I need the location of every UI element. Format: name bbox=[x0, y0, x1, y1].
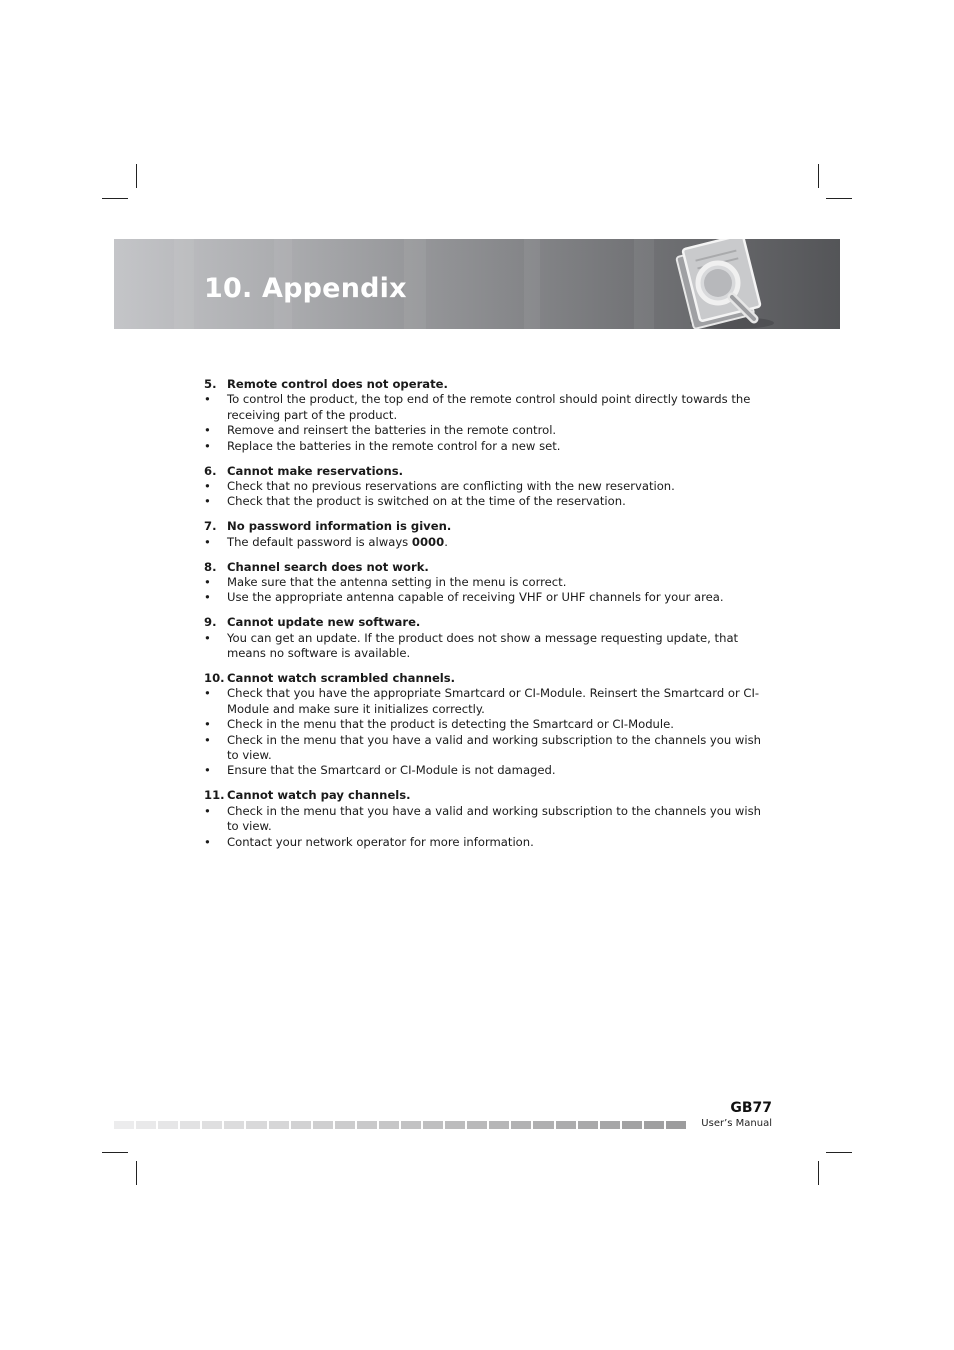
footer-label: User’s Manual bbox=[701, 1118, 772, 1129]
list-item: • Remove and reinsert the batteries in the remote control. bbox=[204, 423, 557, 438]
list-item: • Check in the menu that the product is detecting the Smartcard or CI-Module. bbox=[204, 717, 674, 732]
footer-bar-segment bbox=[158, 1121, 178, 1129]
list-item: • Check in the menu that you have a valid and working subscription to the channels you wish to view. bbox=[204, 803, 762, 834]
footer-bar-segment bbox=[291, 1121, 311, 1129]
footer-bar-segment bbox=[180, 1121, 200, 1129]
crop-mark bbox=[136, 1161, 137, 1185]
footer-bar-segment bbox=[202, 1121, 222, 1129]
section-heading: 9. Cannot update new software. bbox=[204, 615, 421, 630]
section-password bbox=[204, 519, 774, 550]
list-item: • Check that no previous reservations are conflicting with the new reservation. bbox=[204, 478, 675, 493]
section-scrambled-channels bbox=[204, 671, 774, 779]
chapter-banner bbox=[114, 239, 840, 329]
list-item: • Contact your network operator for more information. bbox=[204, 834, 534, 849]
list-item: • Replace the batteries in the remote control for a new set. bbox=[204, 438, 561, 453]
list-item: • Ensure that the Smartcard or CI-Module is not damaged. bbox=[204, 763, 556, 778]
footer-bar-segment bbox=[269, 1121, 289, 1129]
footer-bar-segment bbox=[556, 1121, 576, 1129]
footer-progress-bar bbox=[114, 1121, 686, 1129]
footer-bar-segment bbox=[622, 1121, 642, 1129]
footer-bar-segment bbox=[511, 1121, 531, 1129]
footer-bar-segment bbox=[644, 1121, 664, 1129]
crop-mark bbox=[826, 198, 852, 199]
footer-bar-segment bbox=[578, 1121, 598, 1129]
crop-mark bbox=[826, 1152, 852, 1153]
footer-bar-segment bbox=[114, 1121, 134, 1129]
footer-bar-segment bbox=[224, 1121, 244, 1129]
footer-bar-segment bbox=[379, 1121, 399, 1129]
list-item: • Use the appropriate antenna capable of receiving VHF or UHF channels for your area. bbox=[204, 590, 724, 605]
footer-bar-segment bbox=[445, 1121, 465, 1129]
list-item: • Check that the product is switched on at the time of the reservation. bbox=[204, 494, 626, 509]
footer-bar-segment bbox=[533, 1121, 553, 1129]
section-heading: 5. Remote control does not operate. bbox=[204, 377, 448, 391]
crop-mark bbox=[102, 198, 128, 199]
footer-bar-segment bbox=[313, 1121, 333, 1129]
page-title: 10. Appendix bbox=[204, 273, 407, 304]
footer-bar-segment bbox=[489, 1121, 509, 1129]
list-item: • Check in the menu that you have a valid and working subscription to the channels you wish to view. bbox=[204, 732, 762, 763]
list-item: • Make sure that the antenna setting in the menu is correct. bbox=[204, 574, 567, 589]
section-reservations bbox=[204, 464, 774, 510]
footer-bar-segment bbox=[423, 1121, 443, 1129]
crop-mark bbox=[818, 164, 819, 188]
footer-bar-segment bbox=[467, 1121, 487, 1129]
section-heading: 8. Channel search does not work. bbox=[204, 559, 429, 574]
footer-bar-segment bbox=[401, 1121, 421, 1129]
footer-bar-segment bbox=[246, 1121, 266, 1129]
list-item: • The default password is always 0000. bbox=[204, 534, 448, 549]
footer-bar-segment bbox=[666, 1121, 686, 1129]
list-item: • Check that you have the appropriate Smartcard or CI-Module. Reinsert the Smartcard or CI-Module and make sure it initializes correctly. bbox=[204, 686, 760, 716]
section-remote-control bbox=[204, 377, 774, 454]
footer-bar-segment bbox=[600, 1121, 620, 1129]
section-heading: 6. Cannot make reservations. bbox=[204, 463, 404, 478]
list-item: • To control the product, the top end of the remote control should point directly towards the receiving part of the product. bbox=[204, 392, 751, 422]
list-item: • You can get an update. If the product does not show a message requesting update, that means no software is available. bbox=[204, 630, 739, 661]
section-channel-search bbox=[204, 560, 774, 606]
magnifier-document-icon bbox=[662, 239, 792, 329]
footer-bar-segment bbox=[335, 1121, 355, 1129]
page-number: GB77 bbox=[730, 1100, 772, 1116]
section-pay-channels bbox=[204, 788, 774, 850]
section-heading: 10. Cannot watch scrambled channels. bbox=[204, 671, 456, 685]
crop-mark bbox=[102, 1152, 128, 1153]
footer-bar-segment bbox=[357, 1121, 377, 1129]
section-heading: 11. Cannot watch pay channels. bbox=[204, 788, 411, 803]
crop-mark bbox=[818, 1161, 819, 1185]
default-password: 0000 bbox=[411, 534, 445, 549]
section-heading: 7. No password information is given. bbox=[204, 519, 452, 534]
troubleshooting-list bbox=[204, 377, 774, 859]
section-software-update bbox=[204, 615, 774, 661]
crop-mark bbox=[136, 164, 137, 188]
footer-bar-segment bbox=[136, 1121, 156, 1129]
